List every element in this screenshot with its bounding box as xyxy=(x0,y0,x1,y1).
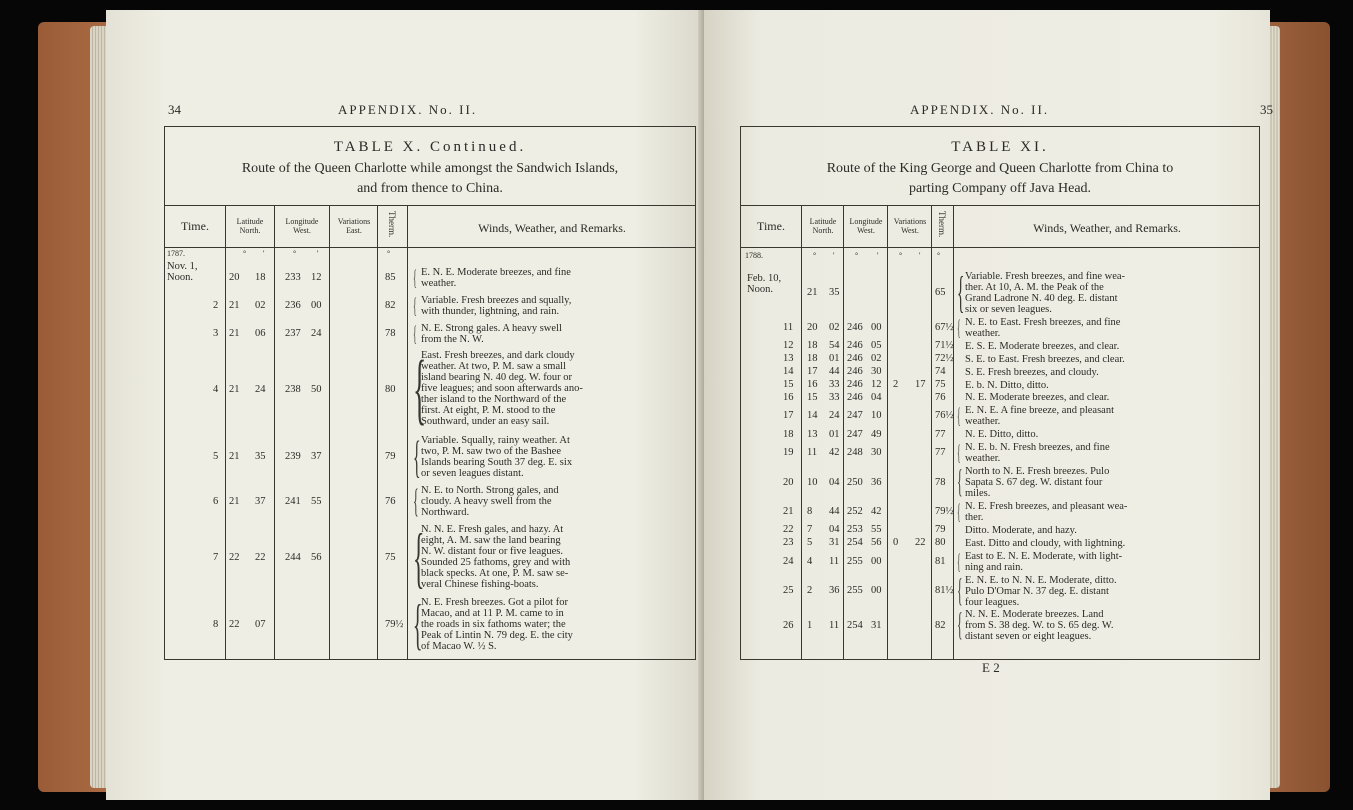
row-day: 4 xyxy=(213,383,219,395)
row-lon-deg: 255 xyxy=(847,555,863,567)
row-lon-min: 10 xyxy=(871,410,882,422)
row-lat-deg: 1 xyxy=(807,619,813,631)
lat-min-unit: ' xyxy=(833,251,835,260)
row-remarks: N. E. Fresh breezes, and pleasant wea- ther. xyxy=(965,500,1128,523)
row-lon-deg: 250 xyxy=(847,476,863,488)
row-lon-deg: 253 xyxy=(847,524,863,536)
row-day: 17 xyxy=(783,410,794,422)
row-therm: 78 xyxy=(935,476,946,488)
header-remarks: Winds, Weather, and Remarks. xyxy=(478,221,626,235)
row-lon-deg: 238 xyxy=(285,383,301,395)
row-lat-min: 33 xyxy=(829,391,840,403)
row-lon-min: 30 xyxy=(871,366,882,378)
row-lat-min: 44 xyxy=(829,366,840,378)
row-remarks: N. E. Fresh breezes. Got a pilot for Macao, and at 11 P. M. came to in the roads in six fathoms water; the Peak of Lintin N. 79 deg. E. the city of Macao W. ½ S. xyxy=(421,597,573,653)
row-var-min: 22 xyxy=(915,537,926,549)
row-remarks: N. E. Strong gales. A heavy swell from the N. W. xyxy=(421,322,562,345)
row-lon-min: 00 xyxy=(871,585,882,596)
row-day: 5 xyxy=(213,451,219,463)
left-page xyxy=(106,10,706,800)
table-subtitle-line-1: Route of the King George and Queen Charlotte from China to xyxy=(826,161,1174,176)
row-lon-min: 00 xyxy=(311,300,322,312)
row-remarks: Variable. Squally, rainy weather. At two, P. M. saw two of the Bashee Islands bearing South 37 deg. E. six or seven leagues distant. xyxy=(421,434,573,479)
row-lon-deg: 248 xyxy=(847,447,863,459)
row-therm: 74 xyxy=(935,366,946,378)
row-therm: 78 xyxy=(385,327,396,339)
row-therm: 77 xyxy=(935,447,946,459)
first-time-label: Nov. 1, Noon. xyxy=(167,261,198,283)
table-x xyxy=(164,126,696,660)
row-therm: 79 xyxy=(385,451,396,463)
row-lat-min: 22 xyxy=(255,552,266,564)
row-brace: { xyxy=(413,265,417,290)
row-lon-deg: 255 xyxy=(847,585,863,596)
row-remarks: N. E. b. N. Fresh breezes, and fine weather. xyxy=(965,442,1110,465)
row-lat-min: 37 xyxy=(255,496,266,508)
row-lon-min: 00 xyxy=(871,321,882,333)
row-lat-deg: 11 xyxy=(807,447,818,459)
row-day: 14 xyxy=(783,366,794,378)
row-therm: 82 xyxy=(385,300,396,312)
row-lon-min: 42 xyxy=(871,505,882,517)
row-day: 24 xyxy=(783,555,794,567)
row-lon-min: 31 xyxy=(871,619,882,631)
row-therm: 81½ xyxy=(935,585,954,596)
row-remarks: S. E. to East. Fresh breezes, and clear. xyxy=(965,353,1125,365)
row-lat-min: 35 xyxy=(829,287,840,298)
row-lat-min: 36 xyxy=(829,585,840,596)
row-day: 18 xyxy=(783,428,794,440)
row-brace: { xyxy=(413,594,423,657)
row-lon-deg: 254 xyxy=(847,537,863,549)
row-lat-deg: 15 xyxy=(807,391,818,403)
row-lat-min: 11 xyxy=(829,619,840,631)
row-therm: 76½ xyxy=(935,410,954,422)
row-lat-min: 01 xyxy=(829,353,840,365)
row-therm: 80 xyxy=(385,383,396,395)
var-min-unit: ' xyxy=(919,251,921,260)
row-lat-min: 24 xyxy=(829,410,840,422)
row-lat-deg: 20 xyxy=(807,321,818,333)
row-brace: { xyxy=(957,314,961,340)
row-therm: 75 xyxy=(385,552,396,564)
row-lat-deg: 18 xyxy=(807,353,818,365)
lon-min-unit: ' xyxy=(317,249,319,258)
row-remarks: N. E. Ditto, ditto. xyxy=(965,429,1039,441)
row-day: 26 xyxy=(783,619,794,631)
row-lat-deg: 20 xyxy=(229,272,240,284)
running-head: APPENDIX. No. II. xyxy=(338,102,478,117)
row-lat-min: 02 xyxy=(829,321,840,333)
row-lat-min: 01 xyxy=(829,428,840,440)
row-var-min: 17 xyxy=(915,379,926,390)
row-therm: 77 xyxy=(935,428,946,440)
table-subtitle-line-1: Route of the Queen Charlotte while amongst the Sandwich Islands, xyxy=(241,161,619,176)
row-lon-deg: 246 xyxy=(847,321,863,333)
row-lat-min: 07 xyxy=(255,619,266,631)
row-remarks: East. Fresh breezes, and dark cloudy weather. At two, P. M. saw a small island bearing N. 40 deg. W. four or five leagues; and soon afterwards ano- ther island to the Northward of the first. At eight, P. M. stood to the Southward, under an easy sail. xyxy=(421,350,583,428)
row-remarks: Ditto. Moderate, and hazy. xyxy=(965,524,1077,536)
row-lat-min: 04 xyxy=(829,524,840,536)
row-therm: 75 xyxy=(935,379,946,390)
signature-mark: E 2 xyxy=(982,660,1000,675)
row-lat-min: 31 xyxy=(829,537,840,549)
row-therm: 71½ xyxy=(935,340,954,352)
row-day: 16 xyxy=(783,391,794,403)
row-lat-min: 18 xyxy=(255,272,266,284)
row-lon-min: 05 xyxy=(871,340,882,352)
row-lon-min: 24 xyxy=(311,327,322,339)
row-day: 25 xyxy=(783,585,794,596)
row-brace: { xyxy=(957,548,961,574)
row-day: 13 xyxy=(783,353,794,365)
lat-deg-unit: ° xyxy=(813,251,817,260)
row-lon-deg: 237 xyxy=(285,327,301,339)
row-lat-deg: 22 xyxy=(229,552,240,564)
row-lon-deg: 246 xyxy=(847,379,863,390)
row-day: 23 xyxy=(783,537,794,549)
row-brace: { xyxy=(957,403,961,429)
header-time: Time. xyxy=(181,219,209,233)
row-lat-min: 02 xyxy=(255,300,266,312)
row-lat-deg: 4 xyxy=(807,555,813,567)
header-remarks: Winds, Weather, and Remarks. xyxy=(1033,221,1181,235)
row-remarks: Variable. Fresh breezes and squally, with thunder, lightning, and rain. xyxy=(421,294,572,317)
row-lat-deg: 8 xyxy=(807,505,813,517)
row-lon-deg: 252 xyxy=(847,505,863,517)
row-day: 11 xyxy=(783,321,794,333)
table-title: TABLE XI. xyxy=(951,139,1049,155)
row-remarks: E. N. E. A fine breeze, and pleasant weather. xyxy=(965,405,1114,428)
row-lon-deg: 254 xyxy=(847,619,863,631)
row-remarks: North to N. E. Fresh breezes. Pulo Sapata S. 67 deg. W. distant four miles. xyxy=(965,466,1110,499)
header-latitude: Latitude North. xyxy=(236,217,264,235)
var-deg-unit: ° xyxy=(899,251,903,260)
row-remarks: N. E. to North. Strong gales, and cloudy. A heavy swell from the Northward. xyxy=(421,485,559,519)
row-remarks: E. S. E. Moderate breezes, and clear. xyxy=(965,340,1120,352)
row-brace: { xyxy=(413,431,421,482)
row-lat-deg: 14 xyxy=(807,410,818,422)
row-brace: { xyxy=(957,464,963,500)
row-brace: { xyxy=(413,520,425,596)
running-head: APPENDIX. No. II. xyxy=(910,102,1050,117)
row-lat-min: 35 xyxy=(255,451,266,463)
row-brace: { xyxy=(957,440,961,466)
row-therm: 67½ xyxy=(935,321,954,333)
row-therm: 79½ xyxy=(935,505,954,517)
row-lat-deg: 22 xyxy=(229,619,240,631)
first-time-label: Feb. 10, Noon. xyxy=(747,273,782,295)
row-lon-deg: 239 xyxy=(285,451,301,463)
row-brace: { xyxy=(957,572,963,609)
year: 1788. xyxy=(745,251,763,260)
row-day: 21 xyxy=(783,505,794,517)
header-time: Time. xyxy=(757,219,785,233)
row-day: 2 xyxy=(213,300,219,312)
row-lon-min: 36 xyxy=(871,476,882,488)
row-lon-deg: 241 xyxy=(285,496,301,508)
row-lat-deg: 21 xyxy=(229,327,240,339)
row-therm: 72½ xyxy=(935,353,954,365)
row-lon-min: 12 xyxy=(311,272,322,284)
table-subtitle-line-2: parting Company off Java Head. xyxy=(908,181,1092,196)
row-day: 8 xyxy=(213,619,219,631)
row-lon-deg: 246 xyxy=(847,340,863,352)
row-lat-deg: 16 xyxy=(807,379,818,390)
header-longitude: Longitude West. xyxy=(285,217,319,235)
open-book xyxy=(38,10,1330,800)
header-variation: Variations East. xyxy=(337,217,371,235)
row-day: 7 xyxy=(213,552,219,564)
row-day: 22 xyxy=(783,524,794,536)
row-brace: { xyxy=(413,346,427,434)
right-page xyxy=(704,10,1273,800)
table-subtitle-line-2: and from thence to China. xyxy=(357,181,503,196)
row-therm: 76 xyxy=(385,496,396,508)
row-therm: 80 xyxy=(935,537,946,549)
header-therm: Therm. xyxy=(937,211,947,238)
row-lat-deg: 13 xyxy=(807,428,818,440)
row-lon-min: 56 xyxy=(311,552,322,564)
row-lon-deg: 244 xyxy=(285,552,301,564)
row-lat-deg: 2 xyxy=(807,585,813,596)
row-lat-deg: 21 xyxy=(229,383,240,395)
row-brace: { xyxy=(413,320,417,346)
lon-min-unit: ' xyxy=(877,251,879,260)
row-lat-deg: 17 xyxy=(807,366,818,378)
row-day: 6 xyxy=(213,496,219,508)
row-day: 12 xyxy=(783,340,794,352)
row-therm: 81 xyxy=(935,555,946,567)
header-longitude: Longitude West. xyxy=(849,217,883,235)
row-lon-deg: 246 xyxy=(847,391,863,403)
row-therm: 79½ xyxy=(385,619,404,631)
row-lat-min: 24 xyxy=(255,383,266,395)
row-therm: 76 xyxy=(935,391,946,403)
row-lat-min: 04 xyxy=(829,476,840,488)
row-lon-min: 49 xyxy=(871,428,882,440)
row-remarks: E. N. E. Moderate breezes, and fine weather. xyxy=(421,267,571,289)
row-brace: { xyxy=(957,268,965,317)
row-remarks: Variable. Fresh breezes, and fine wea- ther. At 10, A. M. the Peak of the Grand Ladrone N. 40 deg. E. distant six or seven leagues. xyxy=(965,271,1126,315)
table-title: TABLE X. Continued. xyxy=(333,139,527,155)
row-lat-deg: 5 xyxy=(807,537,813,549)
row-lat-min: 11 xyxy=(829,555,840,567)
row-lon-min: 55 xyxy=(871,524,882,536)
row-lon-min: 37 xyxy=(311,451,322,463)
row-lon-min: 02 xyxy=(871,353,882,365)
row-lat-min: 42 xyxy=(829,447,840,459)
row-lon-deg: 233 xyxy=(285,272,301,284)
row-remarks: E. N. E. to N. N. E. Moderate, ditto. Pulo D'Omar N. 37 deg. E. distant four leagues. xyxy=(965,574,1117,608)
row-lat-deg: 7 xyxy=(807,524,813,536)
row-lon-deg: 236 xyxy=(285,300,301,312)
row-day: 19 xyxy=(783,447,794,459)
row-lat-deg: 18 xyxy=(807,340,818,352)
row-therm: 79 xyxy=(935,524,946,536)
row-remarks: N. E. Moderate breezes, and clear. xyxy=(965,392,1110,404)
row-lon-min: 56 xyxy=(871,537,882,549)
header-therm: Therm. xyxy=(387,211,397,238)
row-remarks: E. b. N. Ditto, ditto. xyxy=(965,379,1049,391)
row-var-deg: 0 xyxy=(893,537,899,549)
row-brace: { xyxy=(957,498,961,524)
row-lat-deg: 21 xyxy=(229,300,240,312)
header-variation: Variations West. xyxy=(893,217,927,235)
row-lat-deg: 21 xyxy=(229,451,240,463)
row-remarks: S. E. Fresh breezes, and cloudy. xyxy=(965,366,1099,378)
row-lat-min: 44 xyxy=(829,505,840,517)
page-number: 35 xyxy=(1260,102,1273,117)
therm-deg-unit: ° xyxy=(387,249,391,258)
row-remarks: East to E. N. E. Moderate, with light- ning and rain. xyxy=(965,550,1123,573)
row-lat-min: 33 xyxy=(829,379,840,390)
row-lat-deg: 10 xyxy=(807,476,818,488)
row-lon-min: 55 xyxy=(311,496,322,508)
page-number: 34 xyxy=(168,102,181,117)
row-lon-deg: 247 xyxy=(847,428,863,440)
therm-deg-unit: ° xyxy=(937,251,941,260)
row-day: 20 xyxy=(783,476,794,488)
row-lat-deg: 21 xyxy=(229,496,240,508)
row-lon-deg: 246 xyxy=(847,353,863,365)
row-lon-deg: 246 xyxy=(847,366,863,378)
row-remarks: N. N. E. Fresh gales, and hazy. At eight, A. M. saw the land bearing N. W. distant four or five leagues. Sounded 25 fathoms, grey and with black specks. At one, P. M. saw se- veral Chinese fishing-boats. xyxy=(421,524,571,591)
row-remarks: N. E. to East. Fresh breezes, and fine weather. xyxy=(965,316,1121,339)
lat-deg-unit: ° xyxy=(243,249,247,258)
row-lat-min: 06 xyxy=(255,327,266,339)
table-xi xyxy=(740,126,1260,660)
row-lon-min: 04 xyxy=(871,391,882,403)
row-lon-deg: 247 xyxy=(847,410,863,422)
lon-deg-unit: ° xyxy=(293,249,297,258)
row-day: 3 xyxy=(213,327,219,339)
row-lat-min: 54 xyxy=(829,340,840,352)
row-brace: { xyxy=(413,483,419,521)
row-lat-deg: 21 xyxy=(807,287,818,298)
year: 1787. xyxy=(167,249,185,258)
row-lon-min: 30 xyxy=(871,447,882,459)
row-therm: 85 xyxy=(385,272,396,284)
row-brace: { xyxy=(413,292,417,318)
lon-deg-unit: ° xyxy=(855,251,859,260)
row-therm: 82 xyxy=(935,619,946,631)
header-latitude: Latitude North. xyxy=(809,217,837,235)
row-remarks: East. Ditto and cloudy, with lightning. xyxy=(965,537,1126,549)
row-day: 15 xyxy=(783,379,794,390)
lat-min-unit: ' xyxy=(263,249,265,258)
row-therm: 65 xyxy=(935,287,946,298)
row-lon-min: 00 xyxy=(871,555,882,567)
row-brace: { xyxy=(957,607,963,644)
row-lon-min: 50 xyxy=(311,383,322,395)
row-remarks: N. N. E. Moderate breezes. Land from S. 38 deg. W. to S. 65 deg. W. distant seven or eight leagues. xyxy=(965,609,1114,643)
row-lon-min: 12 xyxy=(871,379,882,390)
row-var-deg: 2 xyxy=(893,379,899,390)
